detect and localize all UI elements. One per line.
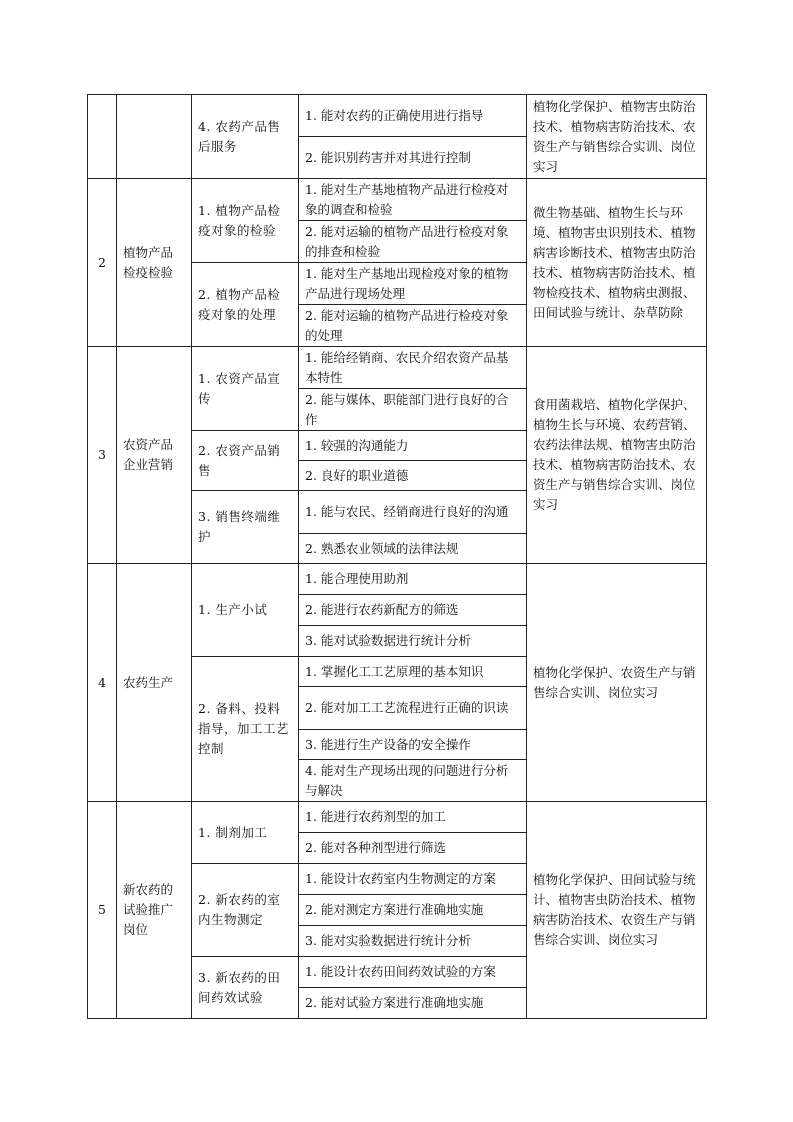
work-task: 4. 农药产品售后服务	[192, 95, 299, 179]
job-title: 农药生产	[117, 564, 192, 802]
ability-item: 4. 能对生产现场出现的问题进行分析与解决	[299, 760, 527, 802]
work-task: 2. 备料、投料指导，加工工艺控制	[192, 657, 299, 802]
row-number: 3	[88, 347, 117, 564]
course-list: 植物化学保护、植物害虫防治技术、植物病害防治技术、农资生产与销售综合实训、岗位实习	[527, 95, 707, 179]
ability-item: 1. 能进行农药剂型的加工	[299, 802, 527, 833]
row-number	[88, 95, 117, 179]
ability-item: 3. 能对实验数据进行统计分析	[299, 926, 527, 957]
ability-item: 1. 能对生产基地植物产品进行检疫对象的调查和检验	[299, 179, 527, 221]
row-number: 4	[88, 564, 117, 802]
work-task: 1. 农资产品宣传	[192, 347, 299, 431]
row-number: 5	[88, 802, 117, 1019]
ability-item: 2. 能识别药害并对其进行控制	[299, 137, 527, 179]
ability-item: 1. 较强的沟通能力	[299, 431, 527, 461]
table-row	[88, 802, 707, 833]
table-row	[88, 564, 707, 595]
course-list: 微生物基础、植物生长与环境、植物害虫识别技术、植物病害诊断技术、植物害虫防治技术、植物病害防治技术、植物检疫技术、植物病虫测报、田间试验与统计、杂草防除	[527, 179, 707, 347]
ability-item: 1. 能设计农药田间药效试验的方案	[299, 957, 527, 988]
course-list: 植物化学保护、田间试验与统计、植物害虫防治技术、植物病害防治技术、农资生产与销售综合实训、岗位实习	[527, 802, 707, 1019]
ability-item: 2. 能对各种剂型进行筛选	[299, 833, 527, 864]
job-ability-table	[87, 94, 707, 1019]
table-row	[88, 179, 707, 221]
ability-item: 2. 能对加工工艺流程进行正确的识读	[299, 687, 527, 730]
ability-item: 2. 能进行农药新配方的筛选	[299, 595, 527, 626]
ability-item: 1. 掌握化工工艺原理的基本知识	[299, 657, 527, 687]
course-list: 食用菌栽培、植物化学保护、植物生长与环境、农药营销、农药法律法规、植物害虫防治技术、植物病害防治技术、农资生产与销售综合实训、岗位实习	[527, 347, 707, 564]
work-task: 2. 农资产品销售	[192, 431, 299, 491]
ability-item: 2. 良好的职业道德	[299, 461, 527, 491]
ability-item: 1. 能设计农药室内生物测定的方案	[299, 864, 527, 895]
ability-item: 1. 能合理使用助剂	[299, 564, 527, 595]
job-title: 新农药的试验推广岗位	[117, 802, 192, 1019]
work-task: 1. 制剂加工	[192, 802, 299, 864]
ability-item: 2. 能对运输的植物产品进行检疫对象的处理	[299, 305, 527, 347]
work-task: 1. 植物产品检疫对象的检验	[192, 179, 299, 263]
ability-item: 3. 能对试验数据进行统计分析	[299, 626, 527, 657]
work-task: 2. 植物产品检疫对象的处理	[192, 263, 299, 347]
job-title	[117, 95, 192, 179]
ability-item: 2. 能对试验方案进行准确地实施	[299, 988, 527, 1019]
job-title: 农资产品企业营销	[117, 347, 192, 564]
course-list: 植物化学保护、农资生产与销售综合实训、岗位实习	[527, 564, 707, 802]
job-title: 植物产品检疫检验	[117, 179, 192, 347]
work-task: 3. 销售终端维护	[192, 491, 299, 564]
table-row	[88, 347, 707, 389]
ability-item: 1. 能与农民、经销商进行良好的沟通	[299, 491, 527, 534]
row-number: 2	[88, 179, 117, 347]
ability-item: 2. 熟悉农业领域的法律法规	[299, 534, 527, 564]
ability-item: 2. 能与媒体、职能部门进行良好的合作	[299, 389, 527, 431]
work-task: 2. 新农药的室内生物测定	[192, 864, 299, 957]
ability-item: 2. 能对测定方案进行准确地实施	[299, 895, 527, 926]
ability-item: 1. 能对生产基地出现检疫对象的植物产品进行现场处理	[299, 263, 527, 305]
ability-item: 1. 能对农药的正确使用进行指导	[299, 95, 527, 137]
ability-item: 2. 能对运输的植物产品进行检疫对象的排查和检验	[299, 221, 527, 263]
work-task: 1. 生产小试	[192, 564, 299, 657]
ability-item: 3. 能进行生产设备的安全操作	[299, 730, 527, 760]
ability-item: 1. 能给经销商、农民介绍农资产品基本特性	[299, 347, 527, 389]
work-task: 3. 新农药的田间药效试验	[192, 957, 299, 1019]
table-row	[88, 95, 707, 137]
